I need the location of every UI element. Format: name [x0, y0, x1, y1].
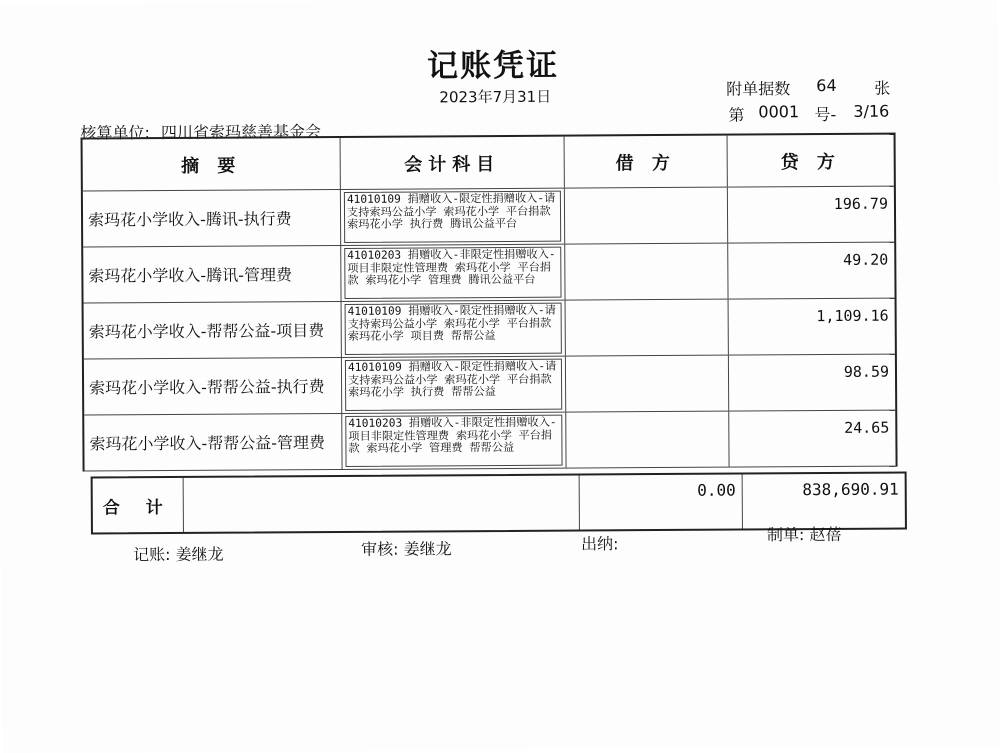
bookkeeper-signature	[133, 542, 224, 566]
header-summary: 摘 要	[83, 138, 341, 191]
reviewer-signature	[361, 536, 452, 560]
voucher-number: 0001	[758, 102, 799, 121]
entry-subject-text: 41010109 捐赠收入-限定性捐赠收入-请支持索玛公益小学 索玛花小学 平台捐款 索玛花小学 项目费 帮帮公益	[345, 303, 562, 355]
entry-subject	[342, 413, 566, 469]
document-title: 记账凭证	[418, 40, 568, 86]
entry-summary: 索玛花小学收入-帮帮公益-执行费	[84, 358, 342, 415]
entry-subject-text: 41010109 捐赠收入-限定性捐赠收入-请支持索玛公益小学 索玛花小学 平台捐款 索玛花小学 执行费 腾讯公益平台	[344, 191, 561, 243]
entry-debit	[566, 300, 729, 356]
entry-summary: 索玛花小学收入-帮帮公益-管理费	[84, 414, 342, 471]
preparer-name: 赵蓓	[809, 525, 841, 544]
cashier-signature	[581, 531, 624, 554]
header-credit: 贷 方	[728, 135, 894, 187]
entry-credit: 1,109.16	[729, 299, 895, 355]
accounting-unit-label: 核算单位:	[80, 123, 150, 142]
entry-debit	[566, 356, 729, 412]
entry-summary: 索玛花小学收入-腾讯-执行费	[83, 190, 341, 247]
attachments-count: 64	[816, 76, 836, 95]
entry-subject	[342, 301, 566, 357]
voucher-no-suffix: 号-	[814, 102, 836, 125]
table-header	[83, 135, 894, 192]
table-row	[83, 243, 894, 304]
total-label: 合 计	[93, 478, 184, 533]
bookkeeper-label: 记账:	[133, 545, 171, 564]
reviewer-name: 姜继龙	[404, 539, 452, 558]
voucher-date: 2023年7月31日	[410, 86, 580, 108]
accounting-unit-name: 四川省索玛慈善基金会	[161, 122, 321, 142]
entry-subject	[341, 245, 565, 301]
entry-debit	[565, 188, 728, 244]
entry-subject-text: 41010109 捐赠收入-限定性捐赠收入-请支持索玛公益小学 索玛花小学 平台捐款 索玛花小学 执行费 帮帮公益	[345, 359, 562, 411]
table-row	[84, 411, 895, 472]
entry-subject	[341, 189, 565, 245]
entry-debit	[565, 244, 728, 300]
table-row	[84, 299, 895, 360]
total-debit: 0.00	[580, 475, 743, 530]
preparer-signature	[767, 522, 842, 545]
voucher-table	[81, 133, 898, 472]
entry-debit	[566, 412, 729, 468]
table-row	[83, 187, 894, 248]
bookkeeper-name: 姜继龙	[176, 545, 224, 564]
entry-summary: 索玛花小学收入-腾讯-管理费	[83, 246, 341, 303]
cashier-label: 出纳:	[581, 534, 619, 553]
entry-credit: 24.65	[729, 411, 895, 467]
table-row	[84, 355, 895, 416]
entry-subject	[342, 357, 566, 413]
preparer-label: 制单:	[767, 525, 805, 544]
reviewer-label: 审核:	[361, 540, 399, 559]
entry-credit: 49.20	[728, 243, 894, 299]
attachments-unit: 张	[874, 76, 890, 99]
entry-credit: 98.59	[729, 355, 895, 411]
entry-subject-text: 41010203 捐赠收入-非限定性捐赠收入-项目非限定性管理费 索玛花小学 平台捐款 索玛花小学 管理费 帮帮公益	[345, 415, 562, 467]
total-blank	[184, 476, 580, 532]
header-subject: 会计科目	[341, 137, 565, 189]
total-credit: 838,690.91	[743, 474, 905, 529]
voucher-part: 3/16	[853, 102, 889, 121]
attachments-label: 附单据数	[726, 76, 790, 99]
header-debit: 借 方	[565, 136, 728, 188]
voucher-no-prefix: 第	[728, 103, 744, 126]
entry-summary: 索玛花小学收入-帮帮公益-项目费	[84, 302, 342, 359]
entry-subject-text: 41010203 捐赠收入-非限定性捐赠收入-项目非限定性管理费 索玛花小学 平台捐款 索玛花小学 管理费 腾讯公益平台	[344, 247, 561, 299]
entry-credit: 196.79	[728, 187, 894, 243]
